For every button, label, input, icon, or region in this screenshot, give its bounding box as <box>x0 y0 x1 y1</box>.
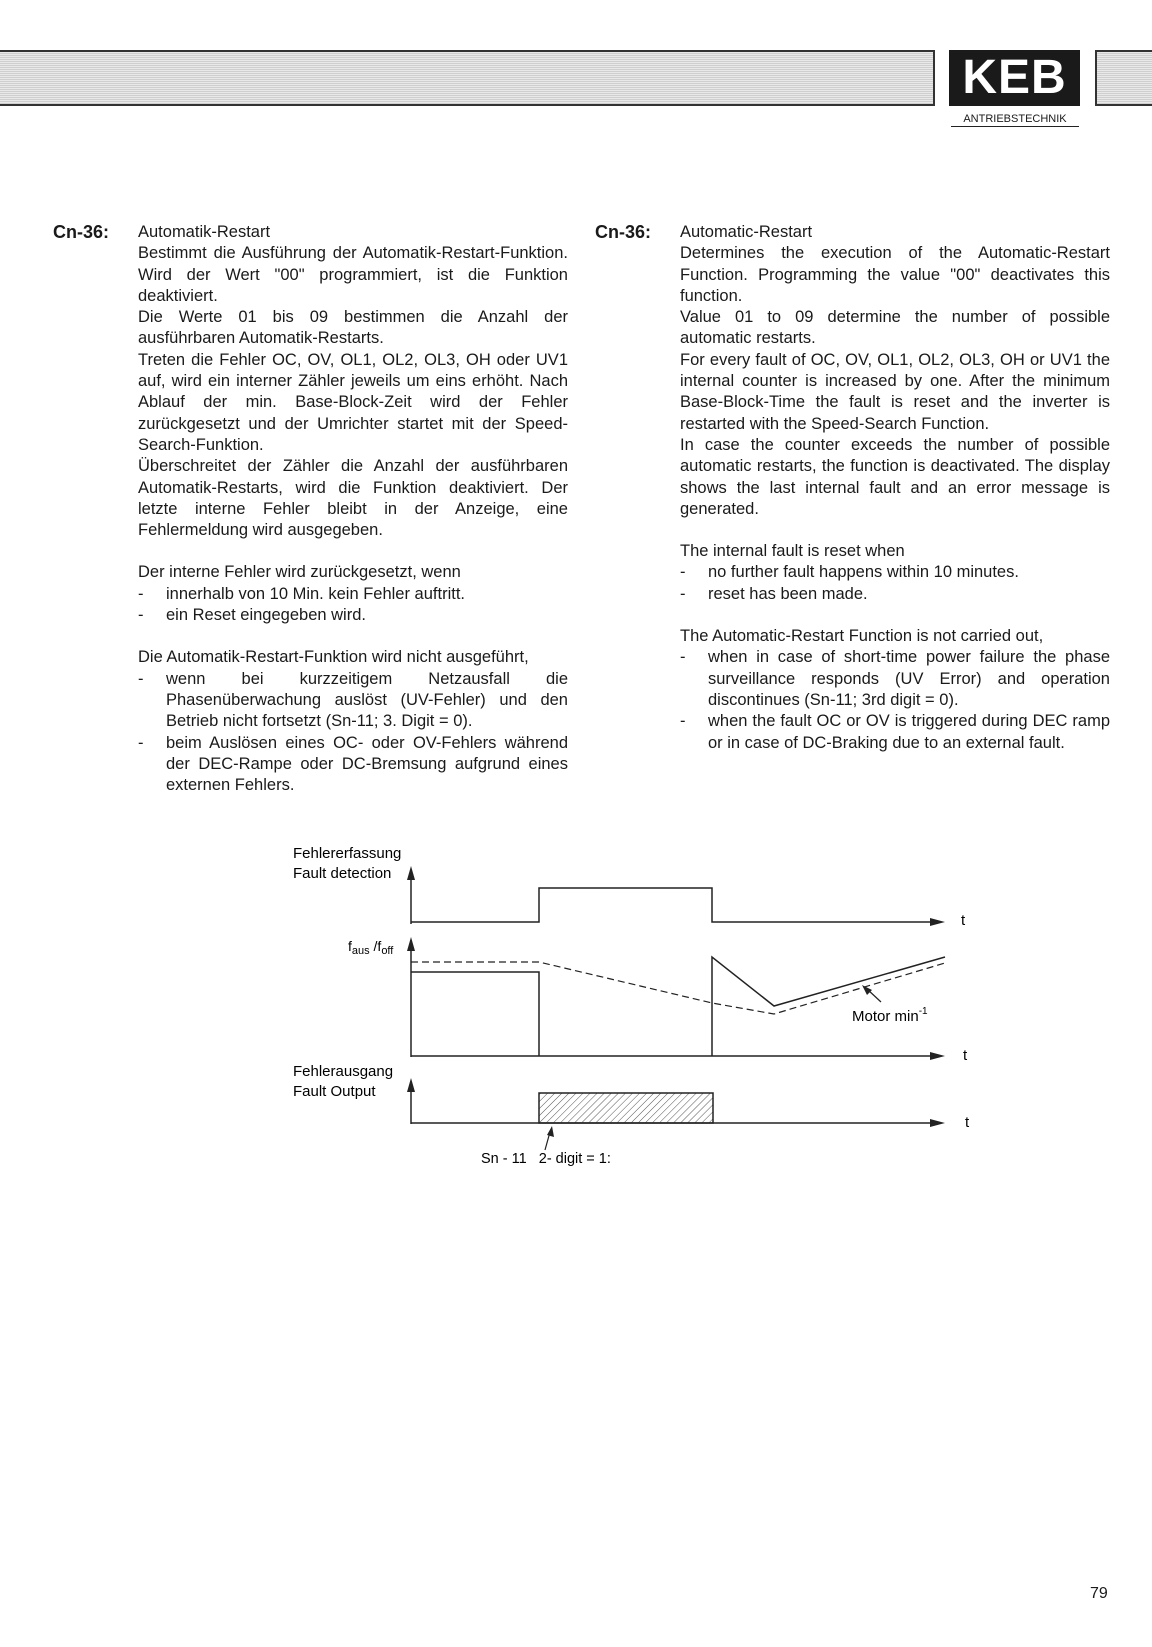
sn-11-label: Sn - 11 2- digit = 1: <box>481 1151 611 1167</box>
axis-arrow-right <box>930 1052 945 1060</box>
paragraph-de-3: Treten die Fehler OC, OV, OL1, OL2, OL3, OH oder UV1 auf, wird ein interner Zähler jeweils um eins erhöht. Nach Ablauf der min. Base-Block-Zeit wird der Fehler zurückgesetzt und der Umrichter startet mit der Speed-Search-Funktion. <box>138 350 568 454</box>
reset-list-en <box>680 562 1110 605</box>
fault-detection-label-en: Fault detection <box>293 865 392 882</box>
parameter-code-de: Cn-36: <box>53 222 110 242</box>
paragraph-en-3: For every fault of OC, OV, OL1, OL2, OL3, OH or UV1 the internal counter is increased by one. After the minimum Base-Block-Time the fault is reset and the inverter is restarted with the Speed-Search Function. <box>680 350 1110 433</box>
sn-pointer-arrow <box>547 1126 554 1137</box>
logo-subtitle: ANTRIEBSTECHNIK <box>951 112 1079 127</box>
timing-diagram <box>0 830 1152 1170</box>
list-item: - no further fault happens within 10 minutes. <box>680 562 1110 583</box>
german-column <box>138 222 568 796</box>
reset-list-de <box>138 584 568 627</box>
not-executed-intro-de: Die Automatik-Restart-Funktion wird nicht ausgeführt, <box>138 648 529 667</box>
paragraph-de-2: Die Werte 01 bis 09 bestimmen die Anzahl der ausführbaren Automatik-Restarts. <box>138 308 568 348</box>
fault-detection-label-de: Fehlererfassung <box>293 845 402 862</box>
not-executed-list-en <box>680 647 1110 753</box>
output-frequency-signal <box>411 972 539 1056</box>
list-item: - beim Auslösen eines OC- oder OV-Fehlers während der DEC-Rampe oder DC-Bremsung aufgrund eines externen Fehlers. <box>138 733 568 797</box>
fault-output-label-en: Fault Output <box>293 1083 376 1100</box>
header-bar-right <box>1095 50 1152 106</box>
not-executed-intro-en: The Automatic-Restart Function is not carried out, <box>680 627 1044 646</box>
axis-arrow-right <box>930 1119 945 1127</box>
paragraph-de-4: Überschreitet der Zähler die Anzahl der ausführbaren Automatik-Restarts, wird die Funktion deaktiviert. Der letzte interne Fehler bleibt in der Anzeige, eine Fehlermeldung wird ausgegeben. <box>138 457 568 540</box>
english-column <box>680 222 1110 754</box>
list-item: - when in case of short-time power failure the phase surveillance responds (UV Error) and operation discontinues (Sn-11; 3rd digit = 0). <box>680 647 1110 711</box>
list-item: - reset has been made. <box>680 584 1110 605</box>
t-axis-label-2: t <box>963 1047 968 1064</box>
keb-logo: KEB <box>949 50 1080 106</box>
header-bar-left <box>0 50 935 106</box>
t-axis-label-3: t <box>965 1114 970 1131</box>
parameter-code-en: Cn-36: <box>595 222 652 242</box>
list-item: - innerhalb von 10 Min. kein Fehler auftritt. <box>138 584 568 605</box>
output-frequency-restart <box>712 957 945 1056</box>
axis-arrow-up <box>407 937 415 951</box>
fault-output-label-de: Fehlerausgang <box>293 1063 394 1080</box>
reset-intro-en: The internal fault is reset when <box>680 542 905 561</box>
paragraph-de-1: Bestimmt die Ausführung der Automatik-Restart-Funktion. Wird der Wert "00" programmiert, ist die Funktion deaktiviert. <box>138 244 568 305</box>
axis-arrow-up <box>407 1078 415 1092</box>
frequency-label: $f_{aus}$ $/f_{off}$ <box>348 938 394 957</box>
page-number: 79 <box>1090 1585 1108 1602</box>
axis-arrow-up <box>407 866 415 880</box>
title-de: Automatik-Restart <box>138 223 271 241</box>
reset-intro-de: Der interne Fehler wird zurückgesetzt, wenn <box>138 563 461 582</box>
not-executed-list-de <box>138 669 568 797</box>
motor-speed-label: Motor $\min^{-1}$ <box>852 1006 928 1025</box>
paragraph-en-2: Value 01 to 09 determine the number of possible automatic restarts. <box>680 308 1110 348</box>
t-axis-label-1: t <box>961 912 966 929</box>
fault-output-pulse <box>539 1093 713 1123</box>
paragraph-en-4: In case the counter exceeds the number of possible automatic restarts, the function is deactivated. The display shows the last internal fault and an error message is generated. <box>680 435 1110 518</box>
axis-arrow-right <box>930 918 945 926</box>
paragraph-en-1: Determines the execution of the Automatic-Restart Function. Programming the value "00" deactivates this function. <box>680 244 1110 305</box>
list-item: - ein Reset eingegeben wird. <box>138 605 568 626</box>
fault-detection-signal <box>411 888 935 922</box>
list-item: - when the fault OC or OV is triggered during DEC ramp or in case of DC-Braking due to an external fault. <box>680 711 1110 754</box>
list-item: - wenn bei kurzzeitigem Netzausfall die Phasenüberwachung auslöst (UV-Fehler) und den Betrieb nicht fortsetzt (Sn-11; 3. Digit = 0). <box>138 669 568 733</box>
title-en: Automatic-Restart <box>680 223 813 241</box>
